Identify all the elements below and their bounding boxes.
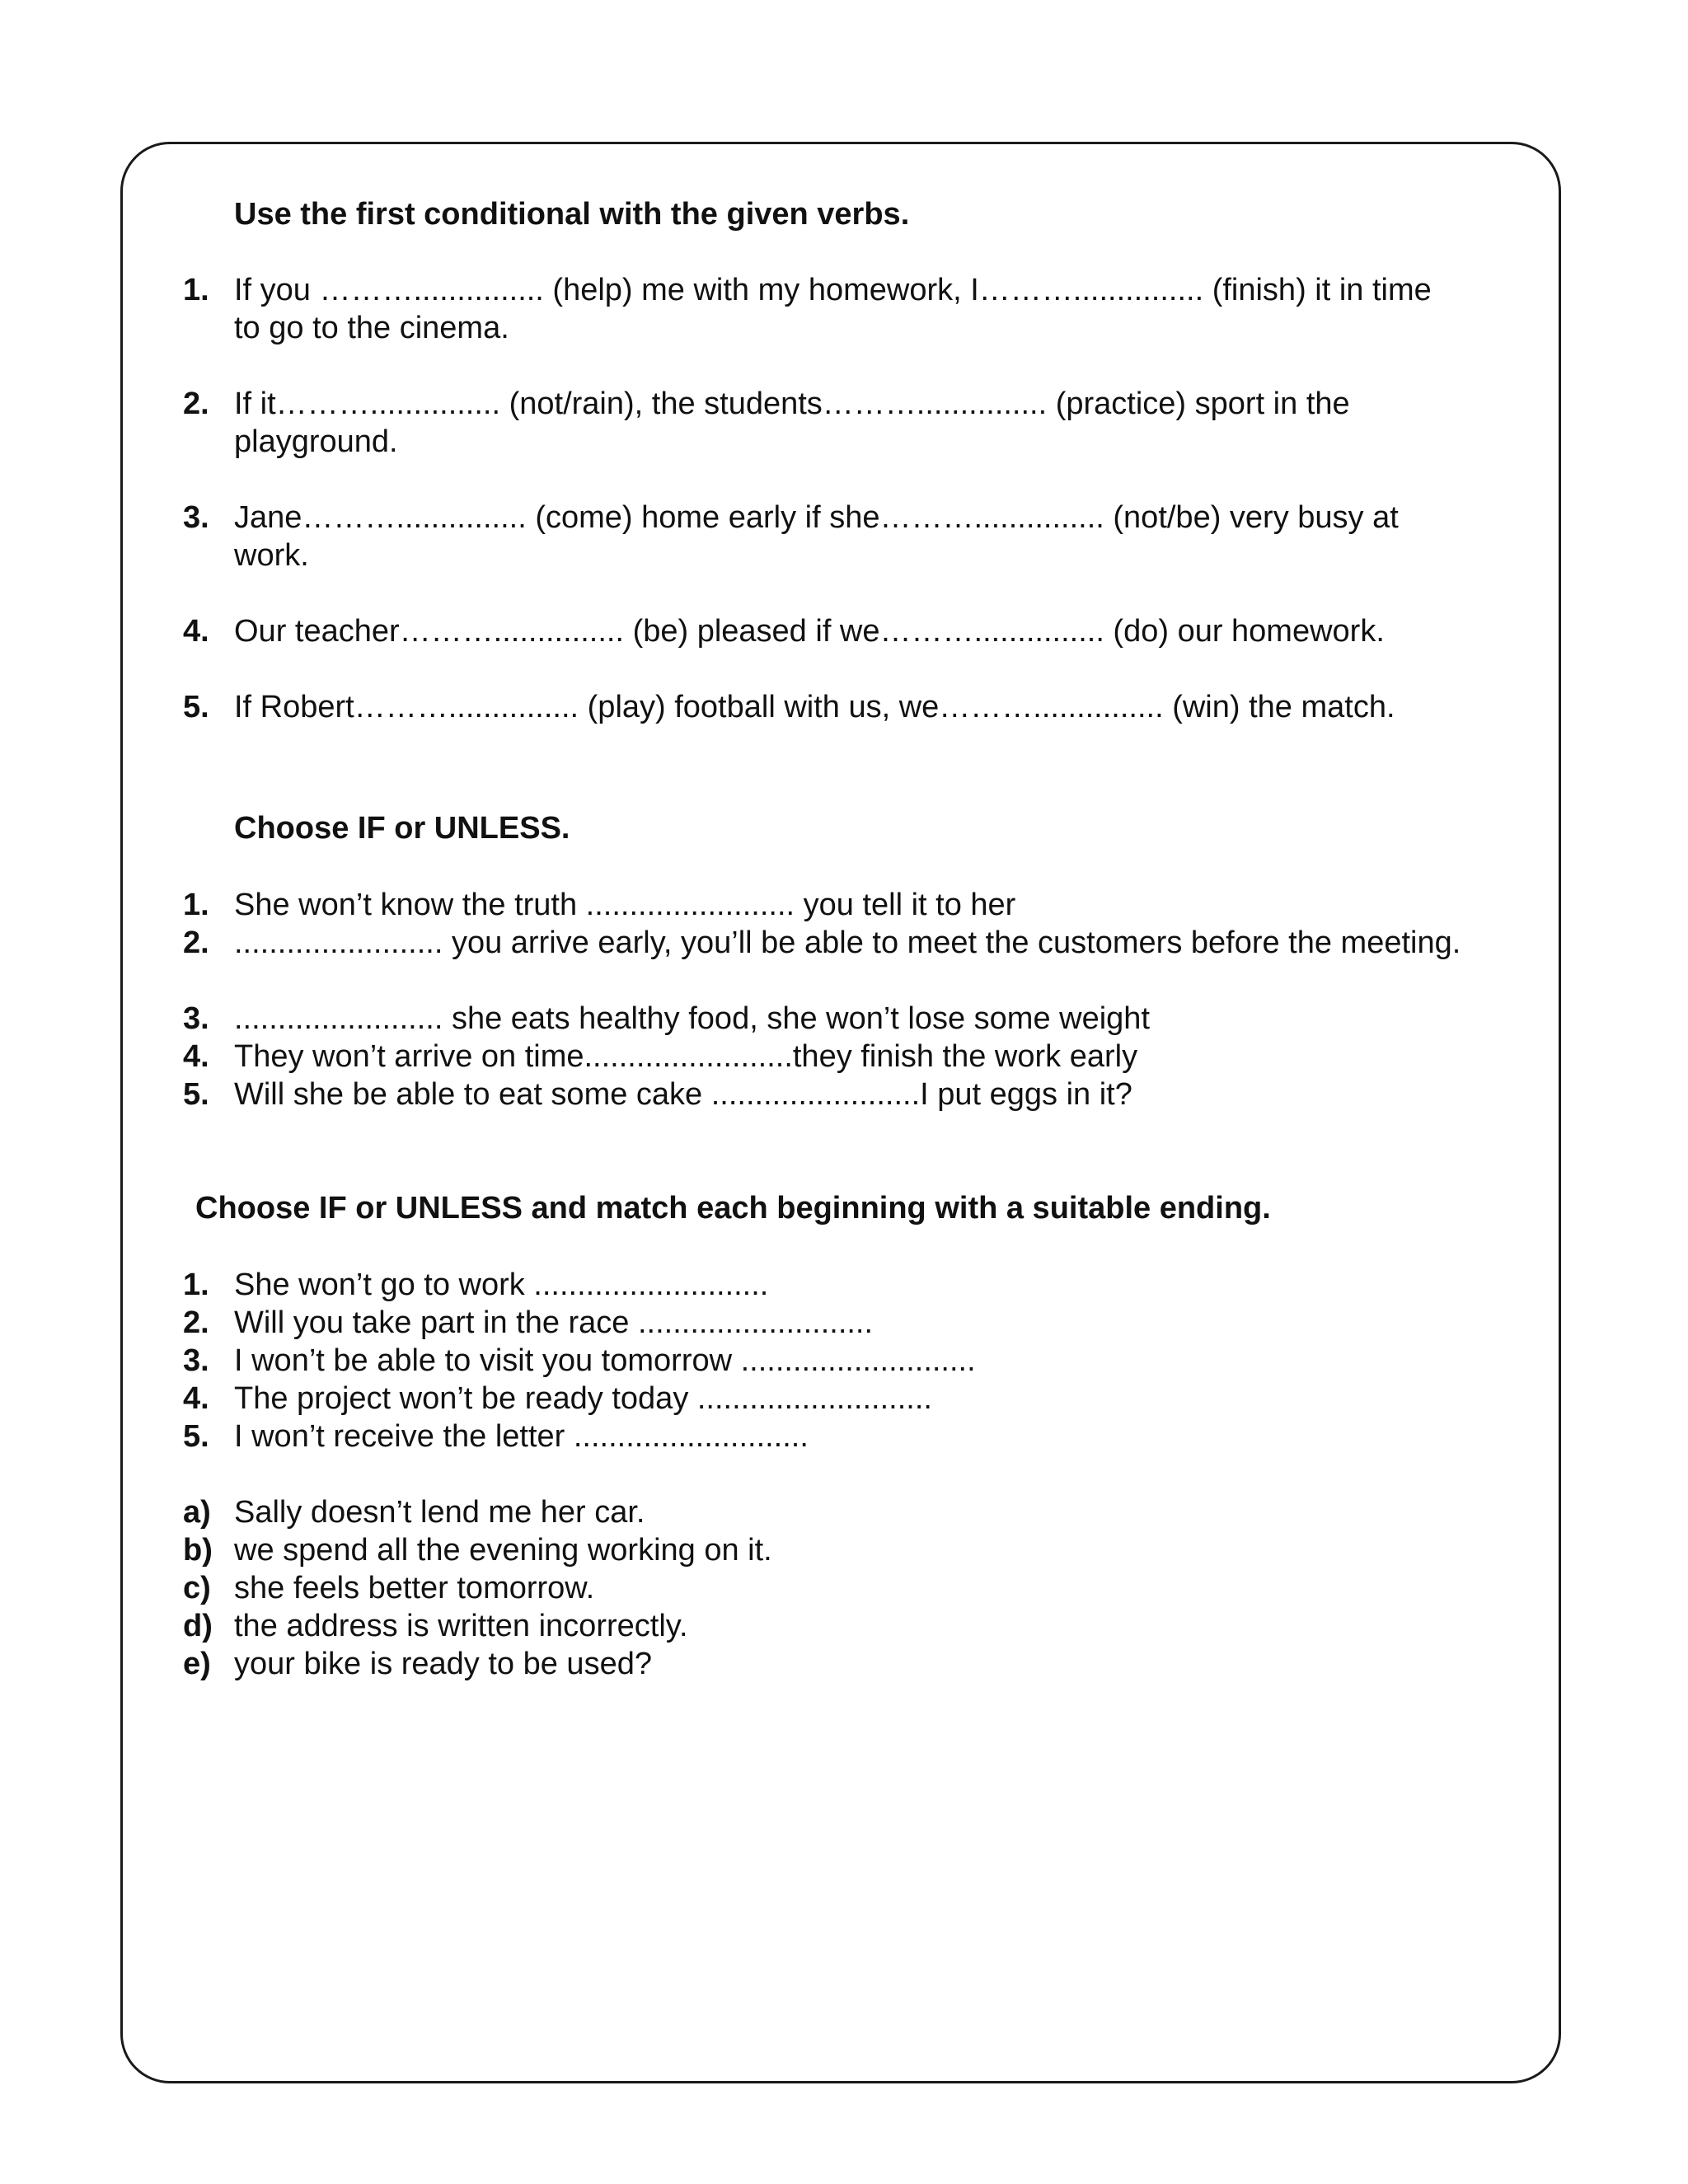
section3-ending-d — [183, 1607, 688, 1645]
item-number: 1. — [183, 273, 209, 307]
item-text: They won’t arrive on time........................they finish the work early — [234, 1039, 1138, 1074]
item-text-line2: playground. — [234, 424, 398, 459]
section3-beginning-1 — [183, 1266, 769, 1304]
item-text: Sally doesn’t lend me her car. — [234, 1495, 645, 1530]
item-number: 4. — [183, 1039, 209, 1074]
item-text: your bike is ready to be used? — [234, 1647, 652, 1681]
item-number: 3. — [183, 1001, 209, 1036]
section2-item-3 — [183, 1000, 1150, 1038]
item-text-line1: Our teacher………............... (be) pleased if we………............... (do) our homework. — [234, 614, 1385, 649]
item-text-line2: to go to the cinema. — [234, 311, 509, 345]
section1-item-2 — [183, 385, 1350, 461]
section1-item-3 — [183, 499, 1399, 574]
item-text-line1: Jane………............... (come) home early if she………............... (not/be) very busy at — [234, 500, 1399, 535]
section1-item-4 — [183, 612, 1385, 650]
item-number: 5. — [183, 1077, 209, 1112]
item-number: 5. — [183, 690, 209, 724]
item-text: The project won’t be ready today ........................... — [234, 1381, 932, 1416]
item-text-line1: If you ………............... (help) me with my homework, I………............... (finish) it in time — [234, 273, 1432, 307]
item-number: 4. — [183, 1381, 209, 1416]
item-text: she feels better tomorrow. — [234, 1571, 595, 1605]
section1-item-1 — [183, 271, 1432, 347]
section2-item-2 — [183, 924, 1503, 962]
section1-item-5 — [183, 688, 1395, 726]
item-text-line2: work. — [234, 538, 309, 573]
section2-heading: Choose IF or UNLESS. — [234, 811, 570, 846]
item-number: 1. — [183, 1268, 209, 1302]
item-number: 2. — [183, 1305, 209, 1340]
item-text: I won’t receive the letter ........................... — [234, 1419, 809, 1454]
section2-item-1 — [183, 886, 1016, 924]
section3-ending-c — [183, 1569, 595, 1607]
item-text: we spend all the evening working on it. — [234, 1533, 772, 1568]
item-text-line1: If it………............... (not/rain), the students………............... (practice) sport in the — [234, 387, 1350, 421]
section3-beginning-3 — [183, 1342, 976, 1380]
section3-beginning-2 — [183, 1304, 874, 1342]
section3-beginning-4 — [183, 1380, 932, 1418]
item-number: 1. — [183, 888, 209, 922]
item-text: the address is written incorrectly. — [234, 1609, 688, 1643]
section3-beginning-5 — [183, 1418, 809, 1455]
item-number: 4. — [183, 614, 209, 649]
item-text: Will she be able to eat some cake ........................I put eggs in it? — [234, 1077, 1132, 1112]
item-letter: e) — [183, 1647, 211, 1681]
section2-item-5 — [183, 1076, 1132, 1113]
item-text: I won’t be able to visit you tomorrow ........................... — [234, 1343, 976, 1378]
item-text: Will you take part in the race ........................... — [234, 1305, 874, 1340]
item-text: ........................ she eats healthy food, she won’t lose some weight — [234, 1001, 1150, 1036]
item-letter: b) — [183, 1533, 213, 1568]
item-letter: d) — [183, 1609, 213, 1643]
item-text: She won’t know the truth ........................ you tell it to her — [234, 888, 1016, 922]
section3-ending-b — [183, 1531, 772, 1569]
item-number: 3. — [183, 500, 209, 535]
item-text-line1: If Robert………............... (play) football with us, we………............... (win) the match. — [234, 690, 1395, 724]
item-text: ........................ you arrive early, you’ll be able to meet the customers before the meeting. — [234, 926, 1461, 960]
item-number: 2. — [183, 387, 209, 421]
item-letter: a) — [183, 1495, 211, 1530]
section3-ending-a — [183, 1493, 645, 1531]
item-number: 5. — [183, 1419, 209, 1454]
item-letter: c) — [183, 1571, 211, 1605]
item-number: 2. — [183, 926, 209, 960]
item-number: 3. — [183, 1343, 209, 1378]
section1-heading: Use the first conditional with the given verbs. — [234, 197, 910, 232]
item-text: She won’t go to work ........................... — [234, 1268, 769, 1302]
section3-ending-e — [183, 1645, 652, 1683]
section2-item-4 — [183, 1038, 1138, 1076]
section3-heading: Choose IF or UNLESS and match each beginning with a suitable ending. — [195, 1191, 1271, 1226]
